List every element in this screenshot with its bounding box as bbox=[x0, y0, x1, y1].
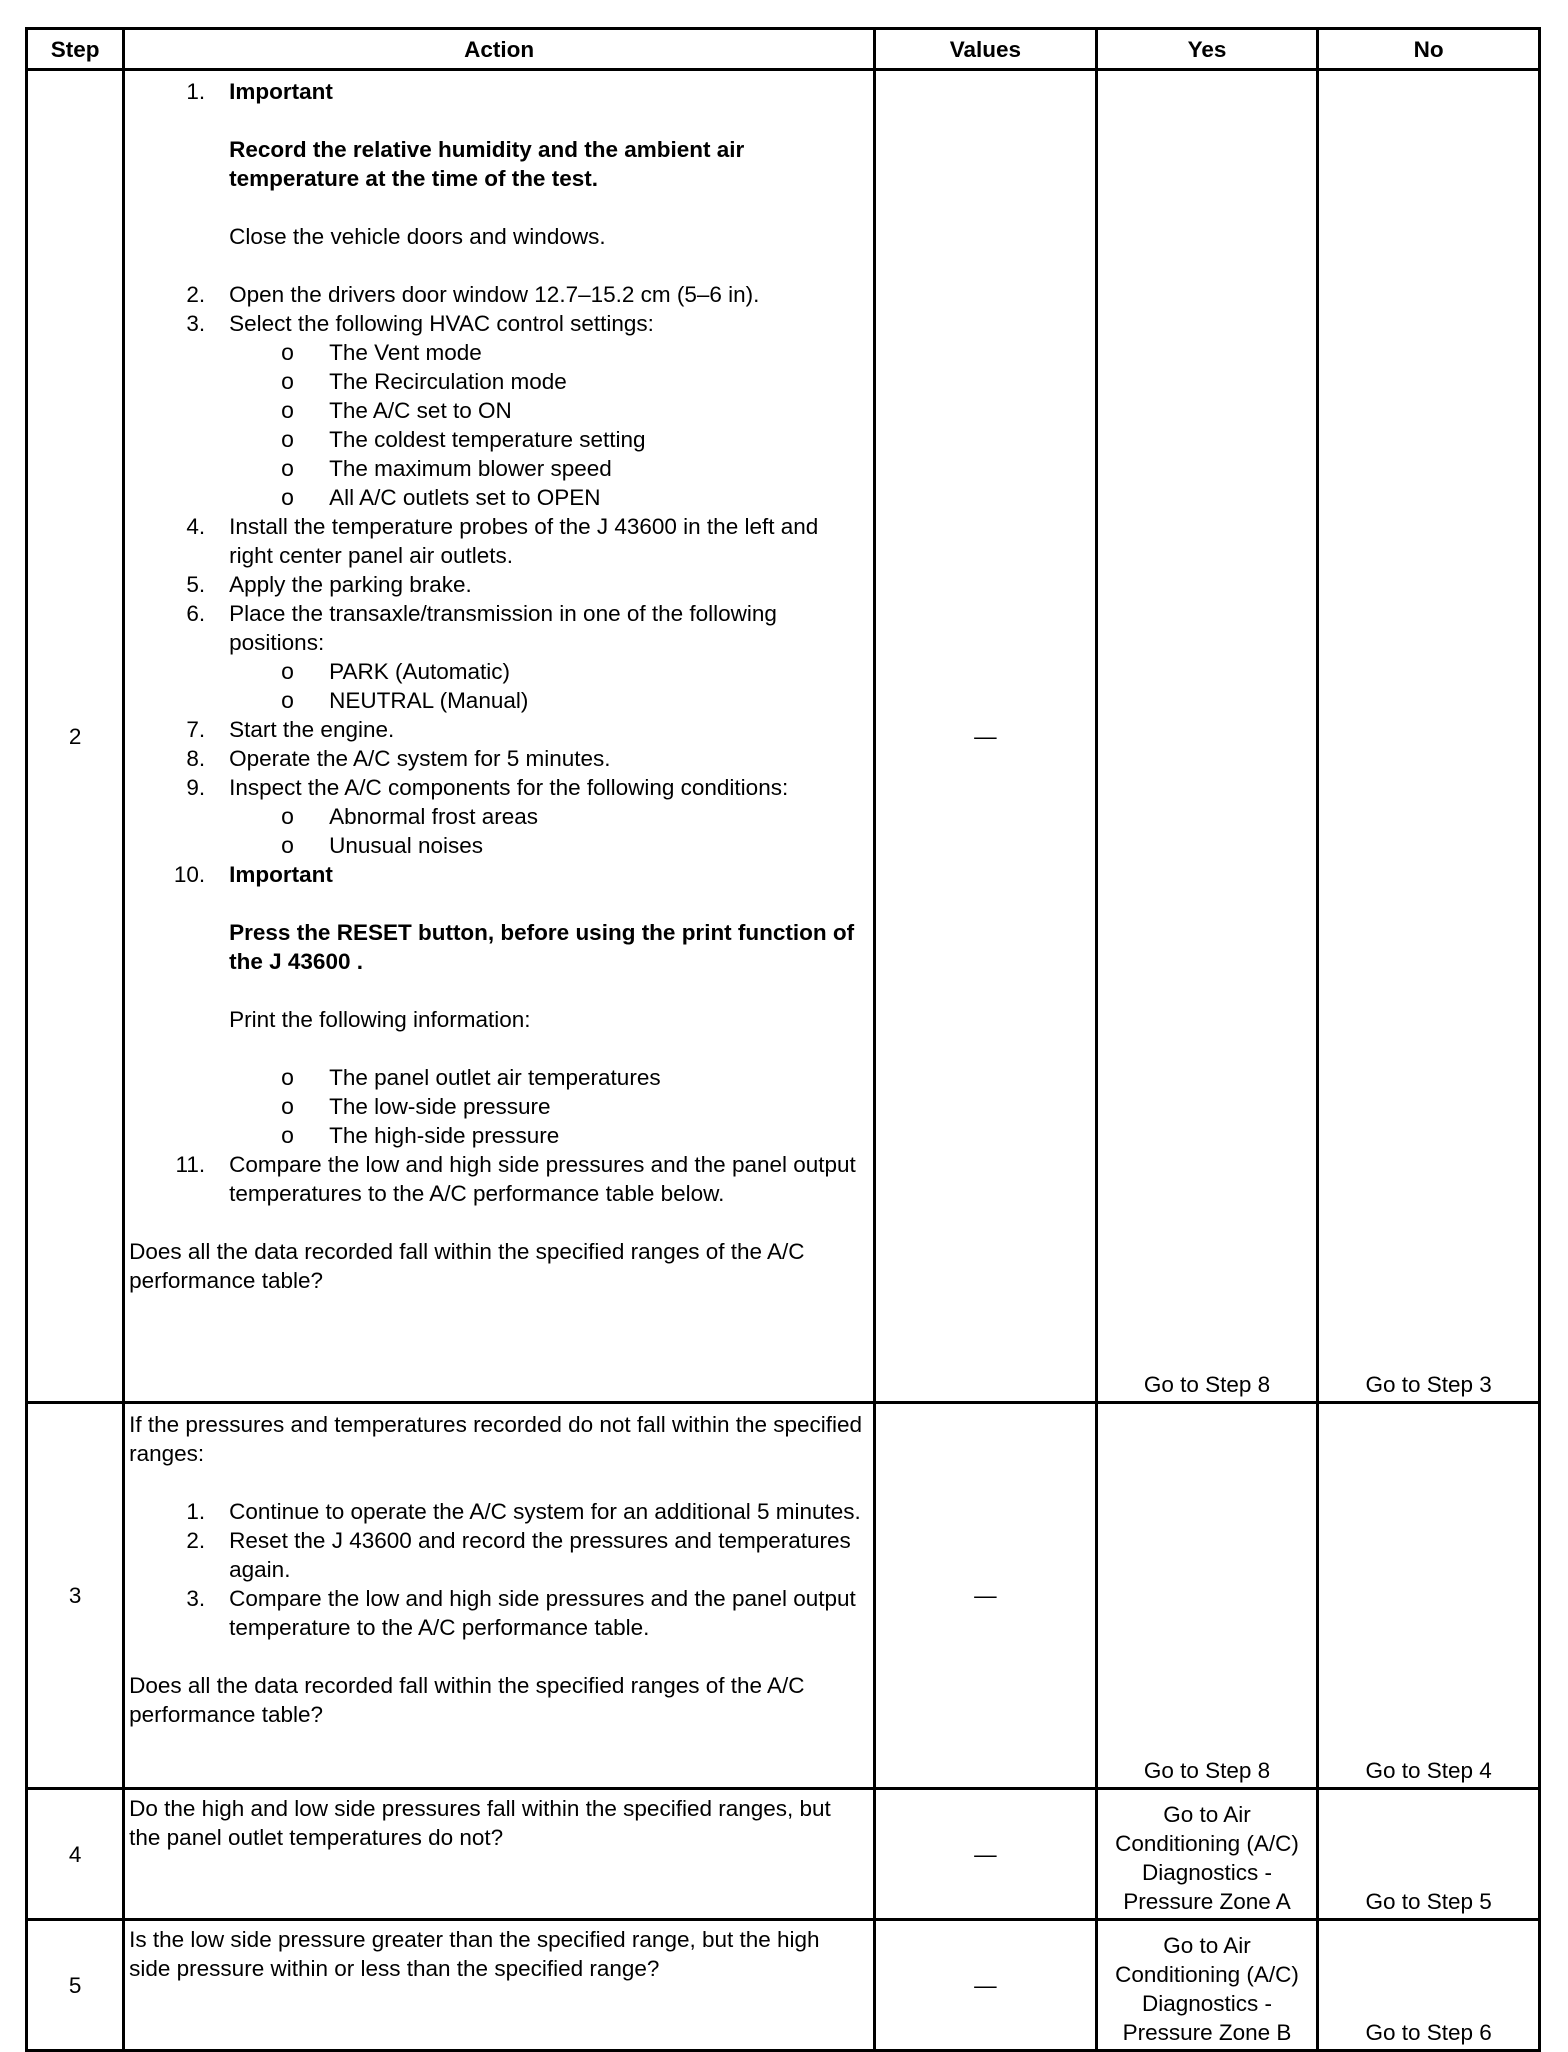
bullet-icon: o bbox=[281, 339, 294, 365]
item-number: 9. bbox=[186, 775, 206, 800]
list-item bbox=[129, 1526, 865, 1584]
action-cell bbox=[124, 70, 875, 1403]
item-text: Install the temperature probes of the J 43600 in the left and right center panel air outlets. bbox=[229, 514, 819, 568]
question-text: Is the low side pressure greater than the specified range, but the high side pressure within or less than the specified range? bbox=[129, 1927, 820, 1981]
yes-cell: Go to Step 8 bbox=[1096, 70, 1318, 1403]
item-text: Reset the J 43600 and record the pressures and temperatures again. bbox=[229, 1528, 851, 1582]
item-text: Select the following HVAC control settings: bbox=[229, 311, 654, 336]
item-text: Place the transaxle/transmission in one of the following positions: bbox=[229, 601, 777, 655]
step-number: 5 bbox=[27, 1920, 124, 2051]
item-number: 2. bbox=[186, 282, 206, 307]
item-text: Inspect the A/C components for the following conditions: bbox=[229, 775, 789, 800]
sub-item: o Abnormal frost areas bbox=[281, 803, 538, 829]
header-row bbox=[27, 29, 1540, 70]
item-number: 4. bbox=[186, 514, 206, 539]
header-action: Action bbox=[124, 29, 875, 70]
list-item bbox=[129, 77, 865, 280]
list-item bbox=[129, 1584, 865, 1642]
item-number: 8. bbox=[186, 746, 206, 771]
list-item bbox=[129, 1150, 865, 1208]
list-item bbox=[129, 280, 865, 309]
important-note: Press the RESET button, before using the print function of the J 43600 . bbox=[229, 920, 855, 974]
item-text: Compare the low and high side pressures and the panel output temperature to the A/C performance table. bbox=[229, 1586, 856, 1640]
sub-item: o The high-side pressure bbox=[281, 1122, 560, 1148]
yes-cell: Go to Air Conditioning (A/C) Diagnostics - Pressure Zone A bbox=[1096, 1789, 1318, 1920]
list-item bbox=[129, 715, 865, 744]
action-cell bbox=[124, 1789, 875, 1920]
no-cell: Go to Step 5 bbox=[1318, 1789, 1540, 1920]
intro-text: If the pressures and temperatures recorded do not fall within the specified ranges: bbox=[129, 1412, 863, 1466]
item-number: 7. bbox=[186, 717, 206, 742]
item-number: 3. bbox=[186, 311, 206, 336]
sub-item: o Unusual noises bbox=[281, 832, 483, 858]
item-number: 1. bbox=[186, 79, 206, 104]
table-row bbox=[27, 1789, 1540, 1920]
step-number: 4 bbox=[27, 1789, 124, 1920]
step-number: 2 bbox=[27, 70, 124, 1403]
item-number: 2. bbox=[186, 1528, 206, 1553]
yes-cell: Go to Air Conditioning (A/C) Diagnostics - Pressure Zone B bbox=[1096, 1920, 1318, 2051]
yes-cell: Go to Step 8 bbox=[1096, 1403, 1318, 1789]
values-cell: — bbox=[875, 1403, 1097, 1789]
header-values: Values bbox=[875, 29, 1097, 70]
header-no: No bbox=[1318, 29, 1540, 70]
bullet-icon: o bbox=[281, 368, 294, 394]
item-text: Compare the low and high side pressures and the panel output temperatures to the A/C performance table below. bbox=[229, 1152, 856, 1206]
no-cell: Go to Step 3 bbox=[1318, 70, 1540, 1403]
action-list bbox=[129, 77, 865, 1208]
sub-item: o All A/C outlets set to OPEN bbox=[281, 484, 601, 510]
item-text: Close the vehicle doors and windows. bbox=[229, 224, 606, 249]
list-item bbox=[129, 309, 865, 512]
list-item bbox=[129, 773, 865, 860]
item-text: Start the engine. bbox=[229, 717, 395, 742]
bullet-icon: o bbox=[281, 1093, 294, 1119]
item-number: 5. bbox=[186, 572, 206, 597]
sub-list bbox=[229, 657, 865, 715]
item-text: Operate the A/C system for 5 minutes. bbox=[229, 746, 611, 771]
item-text: Open the drivers door window 12.7–15.2 cm (5–6 in). bbox=[229, 282, 760, 307]
item-text: Continue to operate the A/C system for an additional 5 minutes. bbox=[229, 1499, 861, 1524]
sub-item: o The Recirculation mode bbox=[281, 368, 567, 394]
list-item bbox=[129, 744, 865, 773]
question-text: Does all the data recorded fall within the specified ranges of the A/C performance table? bbox=[129, 1239, 805, 1293]
table-row bbox=[27, 1403, 1540, 1789]
action-cell bbox=[124, 1403, 875, 1789]
item-number: 10. bbox=[173, 862, 206, 887]
step-number: 3 bbox=[27, 1403, 124, 1789]
values-cell: — bbox=[875, 1789, 1097, 1920]
diagnostic-table bbox=[25, 27, 1541, 2052]
item-text: Print the following information: bbox=[229, 1007, 531, 1032]
bullet-icon: o bbox=[281, 455, 294, 481]
item-number: 3. bbox=[186, 1586, 206, 1611]
sub-list bbox=[229, 1063, 865, 1150]
list-item bbox=[129, 512, 865, 570]
important-note: Record the relative humidity and the ambient air temperature at the time of the test. bbox=[229, 137, 745, 191]
sub-list bbox=[229, 802, 865, 860]
sub-item: o The Vent mode bbox=[281, 339, 482, 365]
list-item bbox=[129, 1497, 865, 1526]
bullet-icon: o bbox=[281, 803, 294, 829]
question-text: Does all the data recorded fall within the specified ranges of the A/C performance table? bbox=[129, 1673, 805, 1727]
values-cell: — bbox=[875, 1920, 1097, 2051]
no-cell: Go to Step 6 bbox=[1318, 1920, 1540, 2051]
bullet-icon: o bbox=[281, 1064, 294, 1090]
item-number: 1. bbox=[186, 1499, 206, 1524]
values-cell: — bbox=[875, 70, 1097, 1403]
bullet-icon: o bbox=[281, 426, 294, 452]
bullet-icon: o bbox=[281, 687, 294, 713]
bullet-icon: o bbox=[281, 484, 294, 510]
item-number: 11. bbox=[175, 1152, 206, 1177]
sub-item: o NEUTRAL (Manual) bbox=[281, 687, 529, 713]
sub-item: o The panel outlet air temperatures bbox=[281, 1064, 661, 1090]
sub-item: o The A/C set to ON bbox=[281, 397, 512, 423]
item-text: Apply the parking brake. bbox=[229, 572, 472, 597]
sub-item: o PARK (Automatic) bbox=[281, 658, 511, 684]
important-heading: Important bbox=[229, 862, 333, 887]
list-item bbox=[129, 599, 865, 715]
sub-item: o The low-side pressure bbox=[281, 1093, 551, 1119]
action-list bbox=[129, 1497, 865, 1642]
header-yes: Yes bbox=[1096, 29, 1318, 70]
action-cell bbox=[124, 1920, 875, 2051]
bullet-icon: o bbox=[281, 832, 294, 858]
header-step: Step bbox=[27, 29, 124, 70]
important-heading: Important bbox=[229, 79, 333, 104]
sub-list bbox=[229, 338, 865, 512]
sub-item: o The maximum blower speed bbox=[281, 455, 612, 481]
list-item bbox=[129, 570, 865, 599]
bullet-icon: o bbox=[281, 397, 294, 423]
list-item bbox=[129, 860, 865, 1150]
bullet-icon: o bbox=[281, 1122, 294, 1148]
bullet-icon: o bbox=[281, 658, 294, 684]
table-row bbox=[27, 1920, 1540, 2051]
no-cell: Go to Step 4 bbox=[1318, 1403, 1540, 1789]
question-text: Do the high and low side pressures fall within the specified ranges, but the panel outlet temperatures do not? bbox=[129, 1796, 831, 1850]
sub-item: o The coldest temperature setting bbox=[281, 426, 646, 452]
table-row bbox=[27, 70, 1540, 1403]
item-number: 6. bbox=[186, 601, 206, 626]
